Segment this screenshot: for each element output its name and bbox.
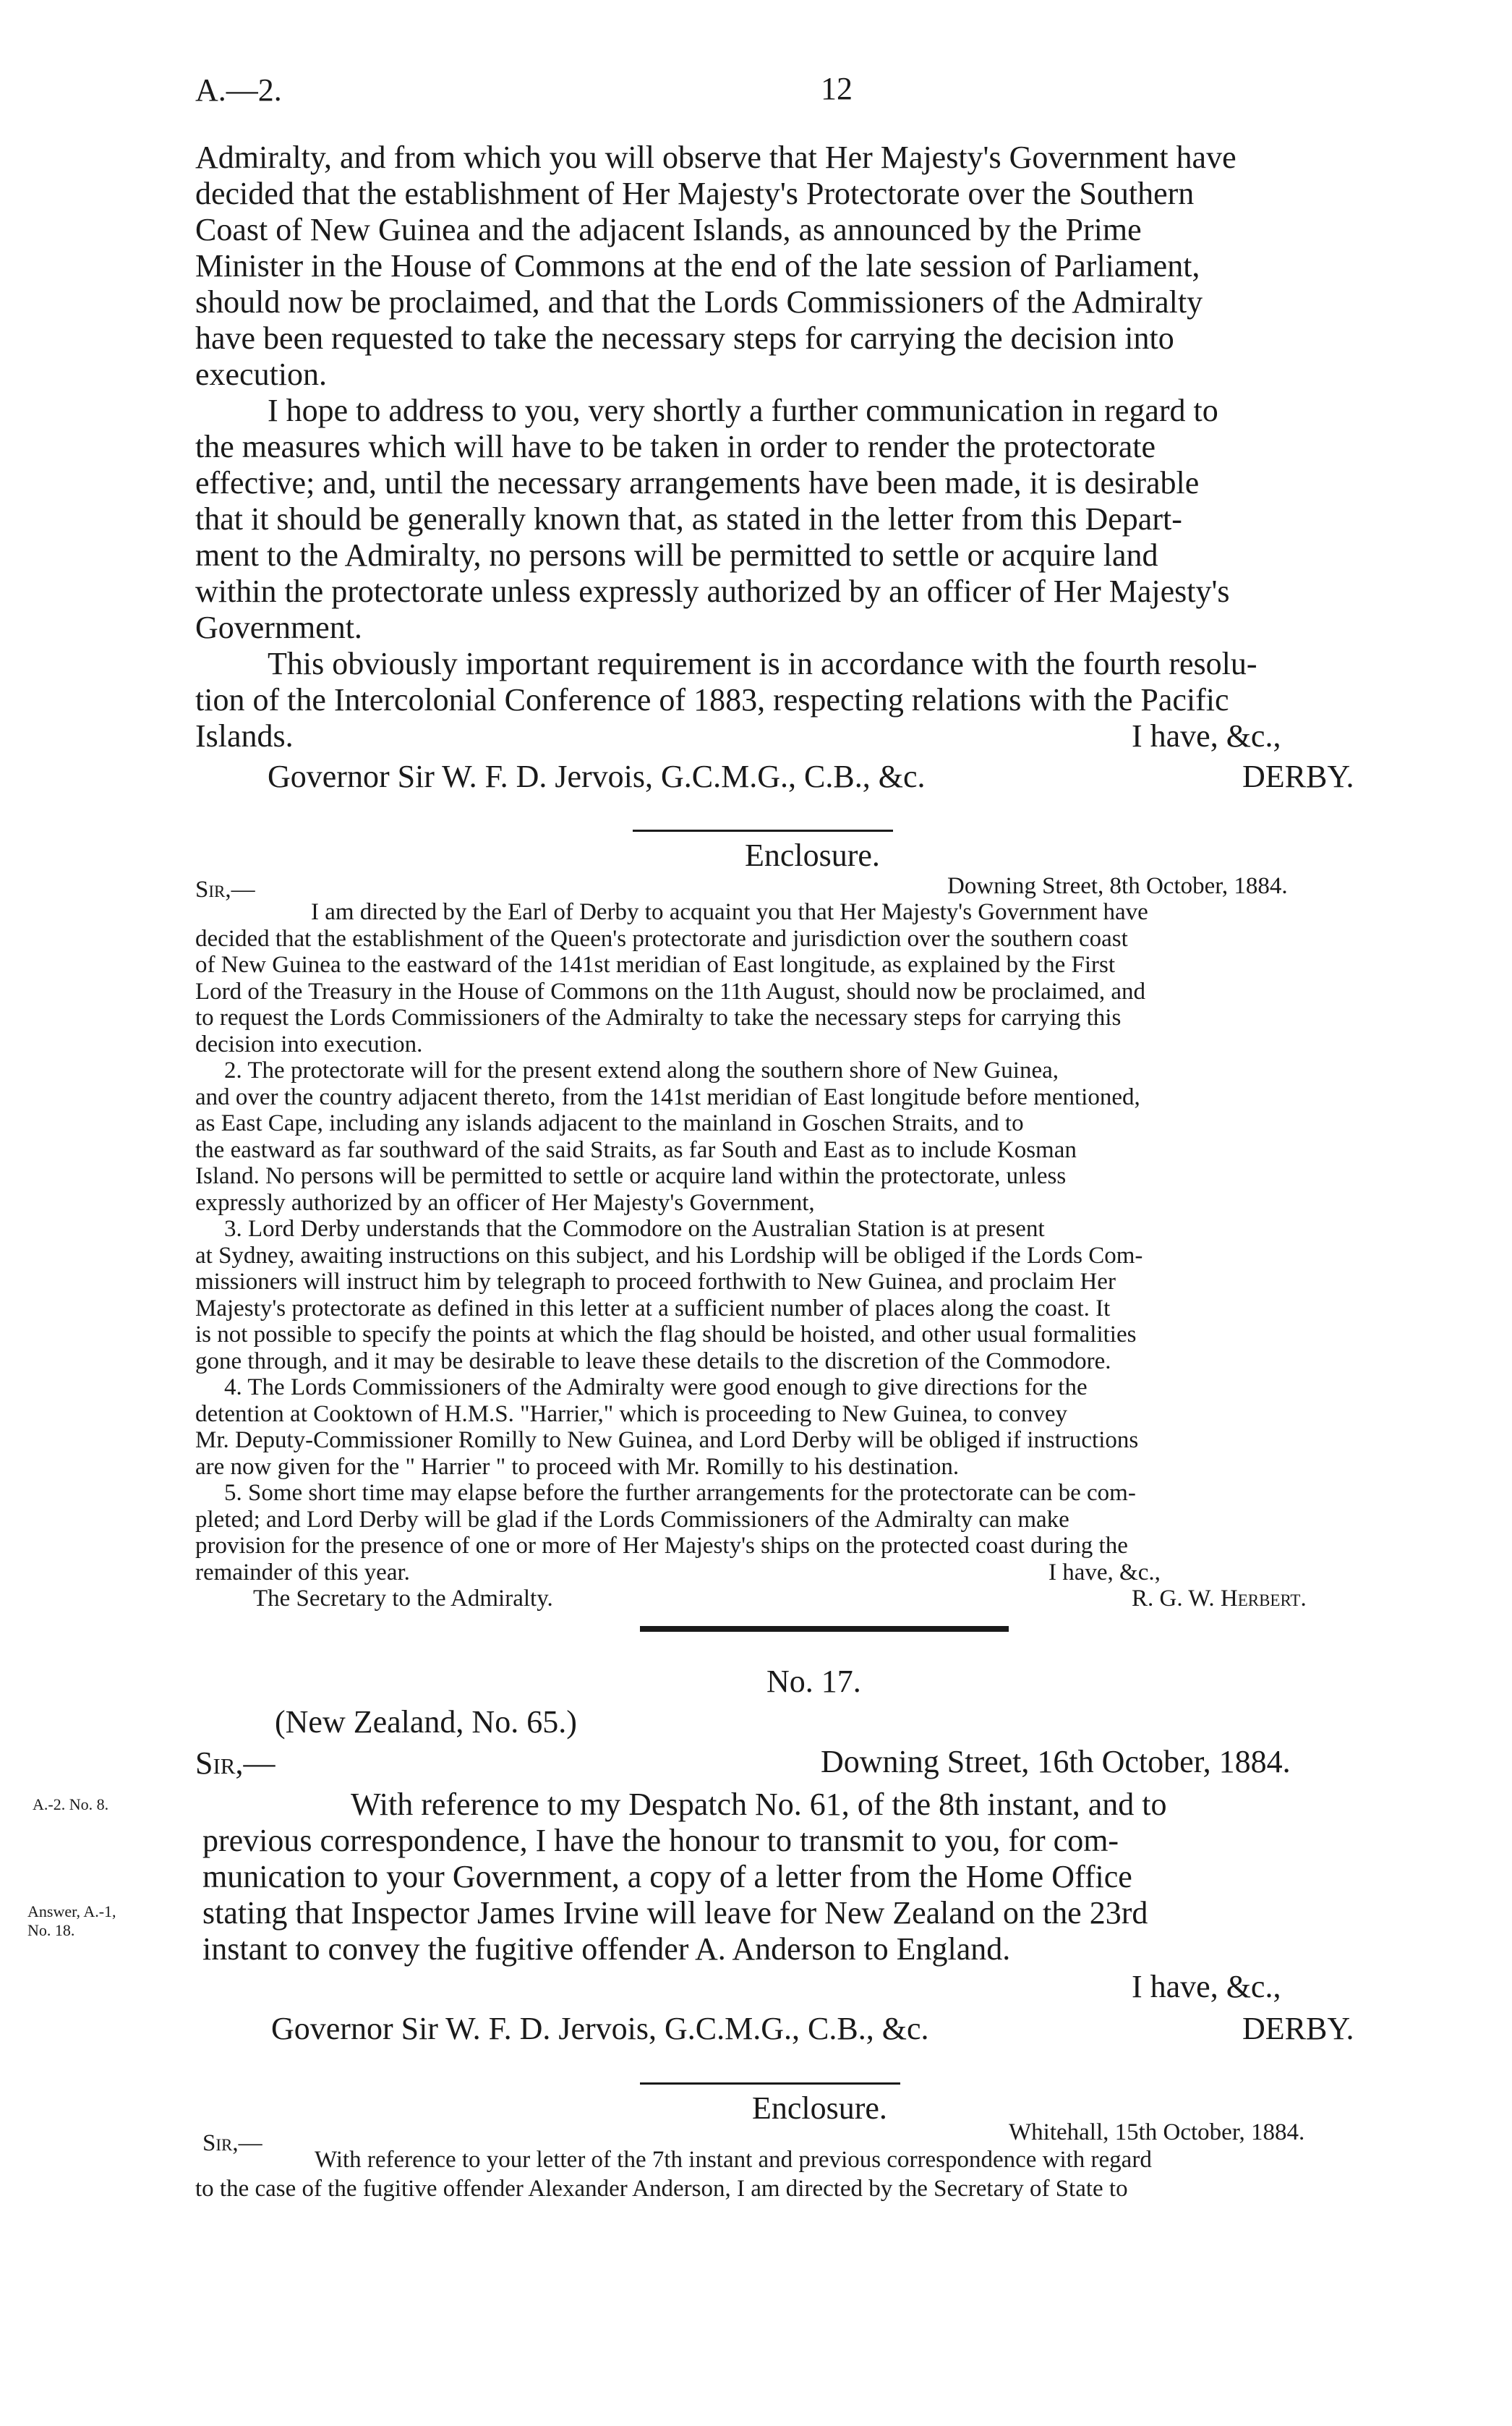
margin-reference: Answer, A.-1, xyxy=(27,1902,116,1920)
body-line: to request the Lords Commissioners of the Admiralty to take the necessary steps for carrying this xyxy=(195,1005,1122,1031)
body-line: remainder of this year. xyxy=(195,1559,410,1586)
body-line: Government. xyxy=(195,610,362,645)
enclosure-heading: Enclosure. xyxy=(745,838,880,873)
salutation: Sir,— xyxy=(202,2130,262,2156)
addressee: The Secretary to the Admiralty. xyxy=(253,1586,553,1612)
body-line: I hope to address to you, very shortly a further communication in regard to xyxy=(268,393,1218,428)
body-line: This obviously important requirement is in accordance with the fourth resolu- xyxy=(268,646,1257,681)
letter-number: No. 17. xyxy=(766,1664,861,1699)
body-line: 4. The Lords Commissioners of the Admiralty were good enough to give directions for the xyxy=(224,1374,1088,1400)
closing: I have, &c., xyxy=(1132,718,1281,754)
place-date: Whitehall, 15th October, 1884. xyxy=(1009,2119,1305,2145)
body-line: 3. Lord Derby understands that the Commodore on the Australian Station is at present xyxy=(224,1216,1045,1242)
body-line: Lord of the Treasury in the House of Commons on the 11th August, should now be proclaimed, and xyxy=(195,978,1146,1005)
body-line: provision for the presence of one or more of Her Majesty's ships on the protected coast during the xyxy=(195,1533,1128,1559)
body-line: Islands. xyxy=(195,718,294,754)
body-line: Majesty's protectorate as defined in this letter at a sufficient number of places along the coast. It xyxy=(195,1295,1111,1321)
body-line: decided that the establishment of the Queen's protectorate and jurisdiction over the southern coast xyxy=(195,925,1128,952)
divider xyxy=(633,830,893,832)
body-line: decision into execution. xyxy=(195,1031,423,1057)
body-line: expressly authorized by an officer of Her Majesty's Government, xyxy=(195,1189,815,1216)
body-line: are now given for the " Harrier " to proceed with Mr. Romilly to his destination. xyxy=(195,1453,960,1480)
place-date: Downing Street, 8th October, 1884. xyxy=(947,873,1288,899)
body-line: I am directed by the Earl of Derby to acquaint you that Her Majesty's Government have xyxy=(311,899,1148,925)
body-line: Mr. Deputy-Commissioner Romilly to New Guinea, and Lord Derby will be obliged if instructions xyxy=(195,1427,1139,1453)
body-line: Island. No persons will be permitted to settle or acquire land within the protectorate, unless xyxy=(195,1163,1067,1189)
body-line: Minister in the House of Commons at the end of the late session of Parliament, xyxy=(195,248,1200,284)
series-reference: A.—2. xyxy=(195,72,282,108)
body-line: missioners will instruct him by telegraph to proceed forthwith to New Guinea, and proclaim Her xyxy=(195,1269,1116,1295)
body-line: execution. xyxy=(195,357,328,392)
body-line: tion of the Intercolonial Conference of 1883, respecting relations with the Pacific xyxy=(195,682,1229,718)
body-line: previous correspondence, I have the honour to transmit to you, for com- xyxy=(202,1823,1119,1858)
body-line: should now be proclaimed, and that the Lords Commissioners of the Admiralty xyxy=(195,284,1203,320)
margin-reference: A.-2. No. 8. xyxy=(33,1795,109,1813)
body-line: of New Guinea to the eastward of the 141st meridian of East longitude, as explained by the First xyxy=(195,952,1116,978)
signature: DERBY. xyxy=(1242,2011,1354,2046)
body-line: pleted; and Lord Derby will be glad if the Lords Commissioners of the Admiralty can make xyxy=(195,1506,1069,1533)
body-line: that it should be generally known that, as stated in the letter from this Depart- xyxy=(195,501,1182,537)
divider xyxy=(640,2082,900,2085)
body-line: With reference to your letter of the 7th instant and previous correspondence with regard xyxy=(315,2147,1152,2173)
body-line: detention at Cooktown of H.M.S. "Harrier," which is proceeding to New Guinea, to convey xyxy=(195,1400,1068,1427)
divider-double xyxy=(640,1626,1009,1632)
closing: I have, &c., xyxy=(1132,1969,1281,2004)
body-line: 2. The protectorate will for the present extend along the southern shore of New Guinea, xyxy=(224,1057,1059,1084)
body-line: and over the country adjacent thereto, from the 141st meridian of East longitude before mentioned, xyxy=(195,1084,1140,1110)
body-line: With reference to my Despatch No. 61, of the 8th instant, and to xyxy=(351,1787,1167,1822)
enclosure-heading: Enclosure. xyxy=(752,2090,887,2126)
body-line: is not possible to specify the points at which the flag should be hoisted, and other usual formalities xyxy=(195,1321,1137,1348)
body-line: 5. Some short time may elapse before the further arrangements for the protectorate can be com- xyxy=(224,1480,1136,1506)
body-line: gone through, and it may be desirable to leave these details to the discretion of the Commodore. xyxy=(195,1348,1111,1374)
body-line: munication to your Government, a copy of a letter from the Home Office xyxy=(202,1859,1132,1894)
body-line: stating that Inspector James Irvine will leave for New Zealand on the 23rd xyxy=(202,1895,1148,1931)
signature: R. G. W. Herbert. xyxy=(1132,1586,1307,1612)
body-line: Coast of New Guinea and the adjacent Islands, as announced by the Prime xyxy=(195,212,1142,247)
body-line: as East Cape, including any islands adjacent to the mainland in Goschen Straits, and to xyxy=(195,1110,1024,1136)
page-number: 12 xyxy=(821,71,853,106)
body-line: effective; and, until the necessary arrangements have been made, it is desirable xyxy=(195,465,1200,501)
body-line: ment to the Admiralty, no persons will be permitted to settle or acquire land xyxy=(195,537,1158,573)
body-line: decided that the establishment of Her Majesty's Protectorate over the Southern xyxy=(195,176,1195,211)
body-line: within the protectorate unless expressly authorized by an officer of Her Majesty's xyxy=(195,574,1230,609)
salutation: Sir,— xyxy=(195,1745,276,1781)
body-line: to the case of the fugitive offender Alexander Anderson, I am directed by the Secretary of State to xyxy=(195,2176,1128,2202)
addressee: Governor Sir W. F. D. Jervois, G.C.M.G., C.B., &c. xyxy=(271,2011,929,2046)
colony-reference: (New Zealand, No. 65.) xyxy=(275,1704,577,1740)
body-line: the eastward as far southward of the said Straits, as far South and East as to include Kosman xyxy=(195,1136,1077,1163)
body-line: have been requested to take the necessary steps for carrying the decision into xyxy=(195,320,1174,356)
signature: DERBY. xyxy=(1242,759,1354,794)
addressee: Governor Sir W. F. D. Jervois, G.C.M.G., C.B., &c. xyxy=(268,759,926,794)
salutation: Sir,— xyxy=(195,877,255,903)
body-line: Admiralty, and from which you will observe that Her Majesty's Government have xyxy=(195,140,1236,175)
body-line: instant to convey the fugitive offender A. Anderson to England. xyxy=(202,1931,1011,1967)
closing: I have, &c., xyxy=(1048,1559,1161,1586)
place-date: Downing Street, 16th October, 1884. xyxy=(821,1744,1291,1779)
body-line: at Sydney, awaiting instructions on this subject, and his Lordship will be obliged if the Lords Com- xyxy=(195,1242,1143,1269)
margin-reference: No. 18. xyxy=(27,1921,75,1939)
body-line: the measures which will have to be taken in order to render the protectorate xyxy=(195,429,1156,464)
